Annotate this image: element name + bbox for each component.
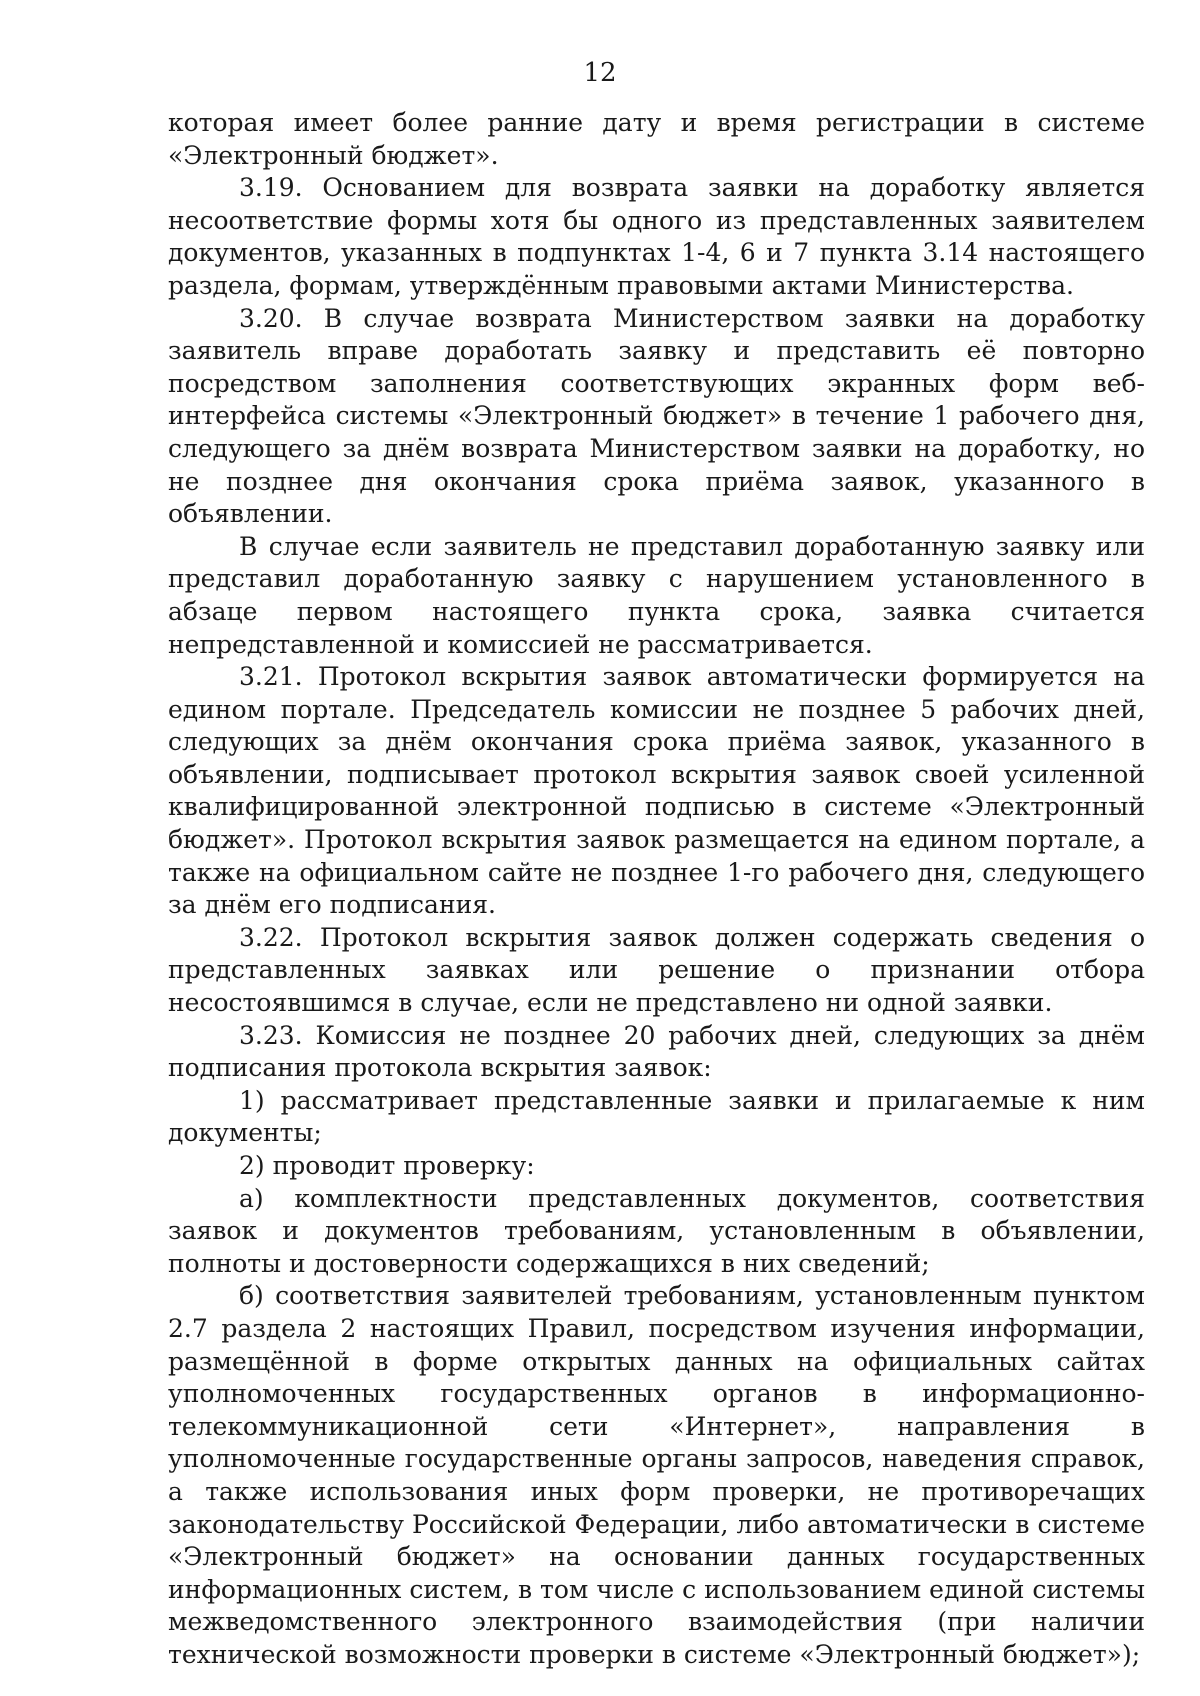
paragraph-3-20-second: В случае если заявитель не представил доработанную заявку или представил доработанную заявку с нарушением установленного в абзаце первом настоящего пункта срока, заявка считается непредставленной и комиссией не рассматривается. xyxy=(168,531,1145,659)
paragraph-continuation: которая имеет более ранние дату и время регистрации в системе «Электронный бюджет». xyxy=(168,108,1145,170)
paragraph-3-20: 3.20. В случае возврата Министерством заявки на доработку заявитель вправе доработать заявку и представить её повторно посредством заполнения соответствующих экранных форм веб-интерфейса системы «Электронный бюджет» в течение 1 рабочего дня, следующего за днём возврата Министерством заявки на доработку, но не позднее дня окончания срока приёма заявок, указанного в объявлении. xyxy=(168,303,1145,529)
list-item-2: 2) проводит проверку: xyxy=(239,1151,535,1180)
paragraph-3-22: 3.22. Протокол вскрытия заявок должен содержать сведения о представленных заявках или решение о признании отбора несостоявшимся в случае, если не представлено ни одной заявки. xyxy=(168,922,1145,1018)
sub-item-a: а) комплектности представленных документов, соответствия заявок и документов требованиям, установленным в объявлении, полноты и достоверности содержащихся в них сведений; xyxy=(168,1183,1145,1278)
paragraph-3-23: 3.23. Комиссия не позднее 20 рабочих дней, следующих за днём подписания протокола вскрытия заявок: xyxy=(168,1020,1145,1083)
paragraph-3-19: 3.19. Основанием для возврата заявки на доработку является несоответствие формы хотя бы одного из представленных заявителем документов, указанных в подпунктах 1-4, 6 и 7 пункта 3.14 настоящего раздела, формам, утверждённым правовыми актами Министерства. xyxy=(168,173,1145,300)
paragraph-3-21: 3.21. Протокол вскрытия заявок автоматически формируется на едином портале. Председатель комиссии не позднее 5 рабочих дней, следующих за днём окончания срока приёма заявок, указанного в объявлении, подписывает протокол вскрытия заявок своей усиленной квалифицированной электронной подписью в системе «Электронный бюджет». Протокол вскрытия заявок размещается на едином портале, а также на официальном сайте не позднее 1-го рабочего дня, следующего за днём его подписания. xyxy=(168,662,1145,920)
page-number: 12 xyxy=(583,58,617,88)
list-item-1: 1) рассматривает представленные заявки и прилагаемые к ним документы; xyxy=(168,1085,1145,1148)
sub-item-b: б) соответствия заявителей требованиям, установленным пунктом 2.7 раздела 2 настоящих Правил, посредством изучения информации, размещённой в форме открытых данных на официальных сайтах уполномоченных государственных органов в информационно-телекоммуникационной сети «Интернет», направления в уполномоченные государственные органы запросов, наведения справок, а также использования иных форм проверки, не противоречащих законодательству Российской Федерации, либо автоматически в системе «Электронный бюджет» на основании данных государственных информационных систем, в том числе с использованием единой системы межведомственного электронного взаимодействия (при наличии технической возможности проверки в системе «Электронный бюджет»); xyxy=(168,1281,1145,1669)
document-body xyxy=(168,107,1145,1672)
